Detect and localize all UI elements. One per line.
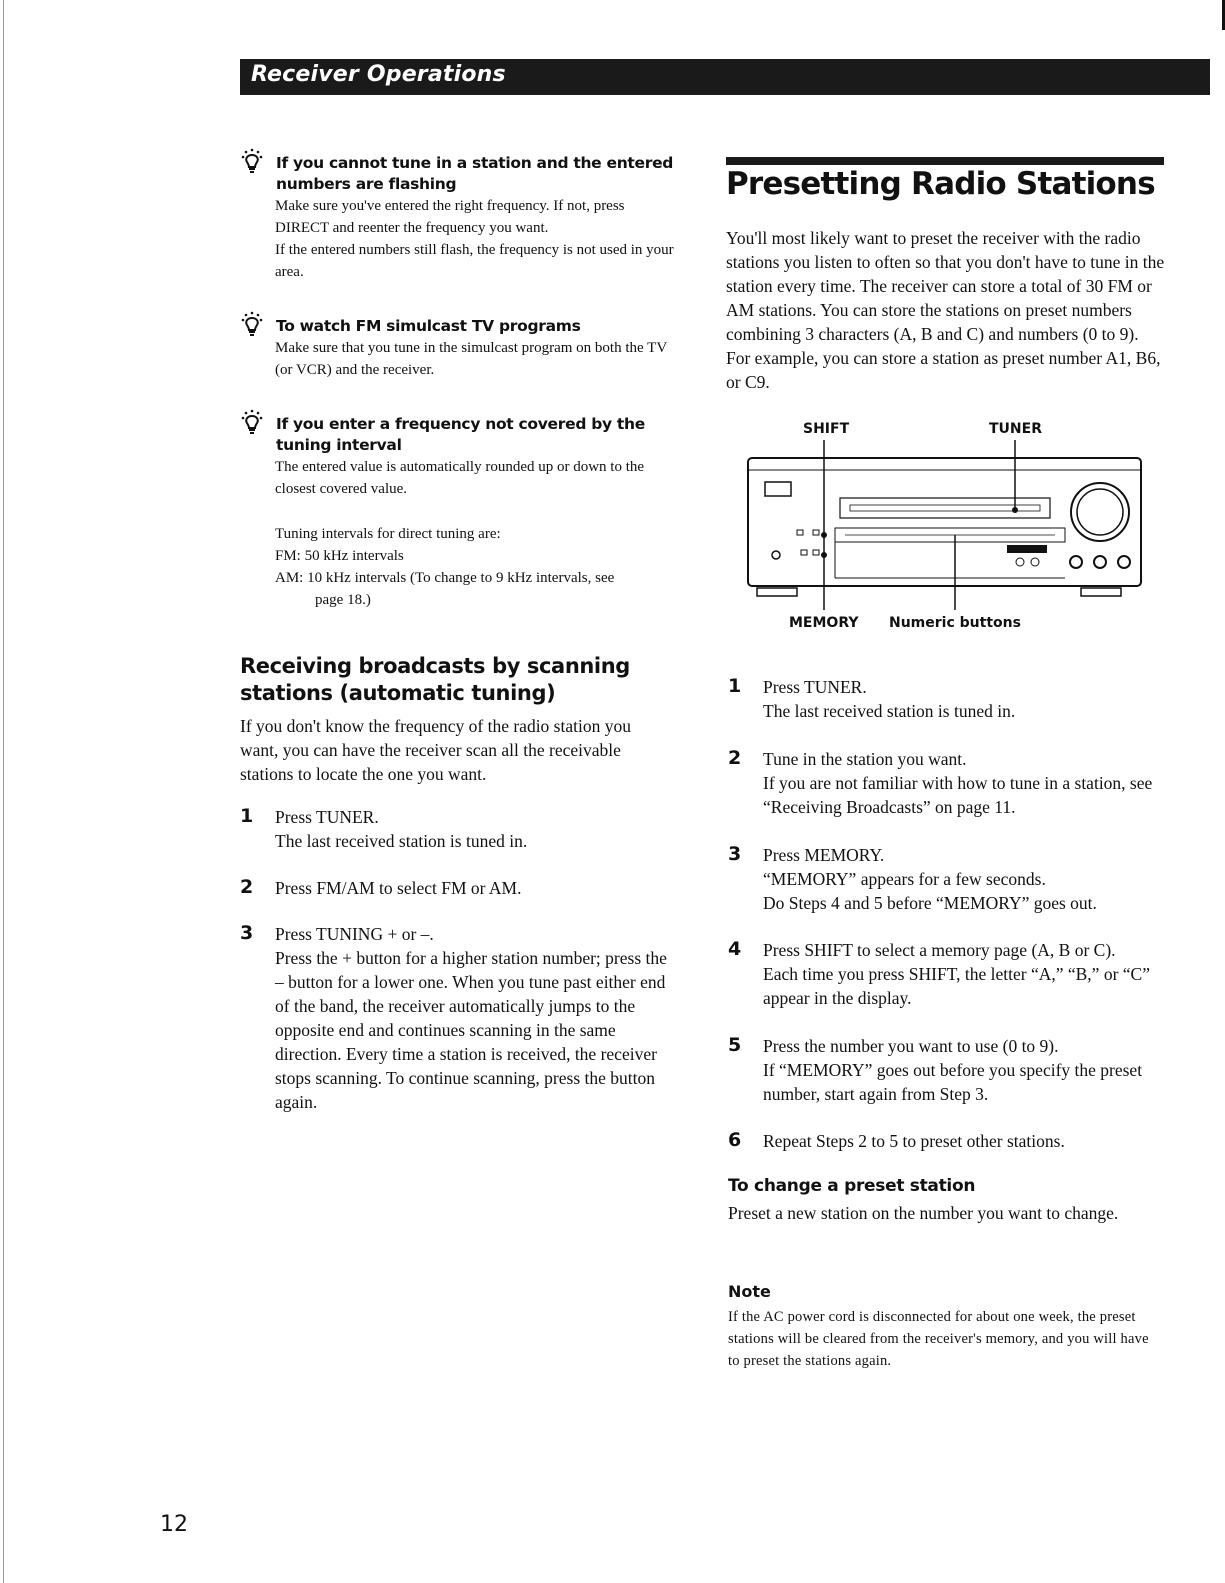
step-number: 2 [240, 876, 254, 898]
change-preset-heading: To change a preset station [728, 1176, 976, 1196]
step-text [275, 922, 670, 1114]
step-text [763, 1129, 1163, 1153]
lightbulb-icon [240, 310, 264, 338]
note-text: If the AC power cord is disconnected for about one week, the preset stations will be cleared from the receiver's memory, and you will have to preset the stations again. [728, 1309, 1149, 1369]
step-line: Press SHIFT to select a memory page (A, B or C). [763, 940, 1116, 960]
tip-title: To watch FM simulcast TV programs [276, 317, 581, 335]
step-text [275, 876, 670, 900]
intervals-intro: Tuning intervals for direct tuning are: [275, 526, 501, 542]
step-line: The last received station is tuned in. [763, 701, 1016, 721]
step-line: Press TUNING + or –. [275, 924, 434, 944]
tip-block [240, 153, 680, 283]
am-interval: AM: 10 kHz intervals (To change to 9 kHz intervals, see [275, 570, 615, 586]
scan-heading: Receiving broadcasts by scanning stations (automatic tuning) [240, 654, 630, 705]
step-line: Press the + button for a higher station number; press the – button for a lower one. When you tune past either end of the band, the receiver automatically jumps to the opposite end and continues scanning in the same direction. Every time a station is received, the receiver stops scanning. To continue scanning, press the button again. [275, 948, 667, 1112]
page-title: Presetting Radio Stations [726, 166, 1155, 202]
step-line: Press FM/AM to select FM or AM. [275, 878, 522, 898]
step-text [763, 1034, 1163, 1106]
step-line: “MEMORY” appears for a few seconds. [763, 869, 1046, 889]
step-text [763, 675, 1163, 723]
scan-edge [3, 0, 4, 1583]
lightbulb-icon [240, 408, 264, 436]
step-line: Repeat Steps 2 to 5 to preset other stations. [763, 1131, 1065, 1151]
page-number: 12 [160, 1512, 188, 1537]
note-heading: Note [728, 1282, 771, 1301]
step-line: Press TUNER. [275, 807, 379, 827]
tip-block [240, 414, 680, 611]
tip-body [275, 195, 680, 283]
heading-rule [726, 157, 1164, 165]
tip-title: If you cannot tune in a station and the entered numbers are flashing [276, 154, 674, 193]
shift-label: SHIFT [803, 421, 850, 437]
step-line: The last received station is tuned in. [275, 831, 528, 851]
step-text [763, 843, 1163, 915]
step-number: 3 [728, 843, 742, 865]
step-line: Do Steps 4 and 5 before “MEMORY” goes out. [763, 893, 1097, 913]
step-line: Press MEMORY. [763, 845, 885, 865]
scan-intro: If you don't know the frequency of the radio station you want, you can have the receiver scan all the receivable stations to locate the one you want. [240, 716, 631, 784]
step-line: Each time you press SHIFT, the letter “A,” “B,” or “C” appear in the display. [763, 964, 1150, 1008]
step-text [763, 938, 1168, 1010]
numeric-label: Numeric buttons [889, 615, 1021, 631]
step-number: 5 [728, 1034, 742, 1056]
am-interval-cont: page 18.) [315, 592, 371, 608]
tip-paragraph: Make sure you've entered the right frequency. If not, press DIRECT and reenter the frequency you want. [275, 198, 625, 236]
tip-title: If you enter a frequency not covered by the tuning interval [276, 415, 645, 454]
section-header-bar [240, 59, 1210, 95]
step-number: 6 [728, 1129, 742, 1151]
step-text [763, 747, 1158, 819]
step-text [275, 805, 670, 853]
tip-paragraph: Make sure that you tune in the simulcast program on both the TV (or VCR) and the receiver. [275, 340, 667, 378]
step-number: 3 [240, 922, 254, 944]
preset-intro: You'll most likely want to preset the receiver with the radio stations you listen to often so that you don't have to tune in the station every time. The receiver can store a total of 30 FM or AM stations. You can store the stations on preset numbers combining 3 characters (A, B and C) and numbers (0 to 9). For example, you can store a station as preset number A1, B6, or C9. [726, 228, 1165, 392]
section-title: Receiver Operations [251, 62, 506, 87]
step-number: 1 [728, 675, 742, 697]
tip-body [275, 337, 680, 381]
step-line: If “MEMORY” goes out before you specify the preset number, start again from Step 3. [763, 1060, 1143, 1104]
receiver-front-panel-illustration [745, 440, 1145, 620]
step-line: If you are not familiar with how to tune in a station, see “Receiving Broadcasts” on page 11. [763, 773, 1153, 817]
tip-block [240, 316, 680, 381]
step-number: 4 [728, 938, 742, 960]
change-preset-text: Preset a new station on the number you want to change. [728, 1203, 1119, 1223]
tip-paragraph: The entered value is automatically rounded up or down to the closest covered value. [275, 459, 645, 497]
tip-body [275, 456, 680, 611]
lightbulb-icon [240, 147, 264, 175]
step-number: 1 [240, 805, 254, 827]
memory-label: MEMORY [789, 615, 859, 631]
step-line: Press the number you want to use (0 to 9). [763, 1036, 1059, 1056]
tip-paragraph: If the entered numbers still flash, the frequency is not used in your area. [275, 242, 674, 280]
fm-interval: FM: 50 kHz intervals [275, 548, 404, 564]
step-line: Press TUNER. [763, 677, 867, 697]
step-number: 2 [728, 747, 742, 769]
step-line: Tune in the station you want. [763, 749, 967, 769]
tuner-label: TUNER [989, 421, 1042, 437]
